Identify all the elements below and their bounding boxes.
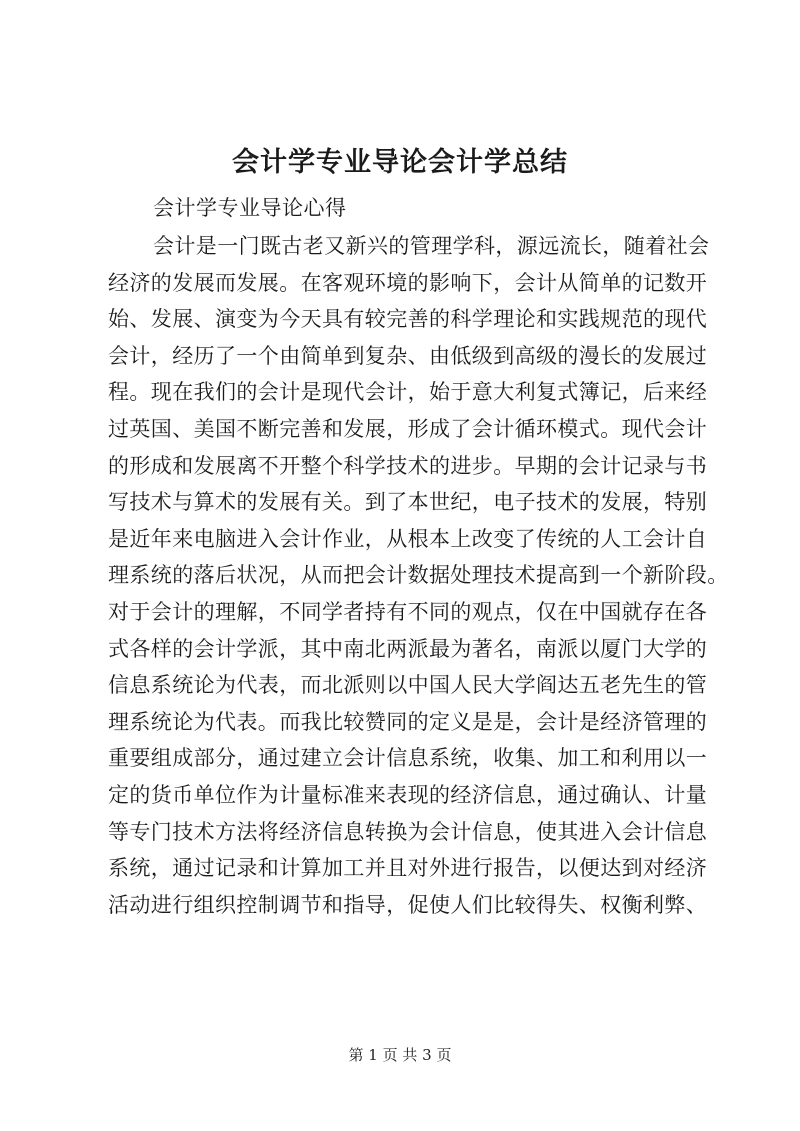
paragraph-line: 理系统论为代表。而我比较赞同的定义是是，会计是经济管理的 xyxy=(108,709,708,734)
paragraph-line: 的形成和发展离不开整个科学技术的进步。早期的会计记录与书 xyxy=(108,453,708,478)
paragraph-line: 定的货币单位作为计量标准来表现的经济信息，通过确认、计量 xyxy=(108,782,708,807)
paragraph-line: 过英国、美国不断完善和发展，形成了会计循环模式。现代会计 xyxy=(108,416,708,441)
paragraph-line: 式各样的会计学派，其中南北两派最为著名，南派以厦门大学的 xyxy=(108,636,708,661)
paragraph-line: 系统，通过记录和计算加工并且对外进行报告，以便达到对经济 xyxy=(108,856,708,881)
paragraph-line: 经济的发展而发展。在客观环境的影响下，会计从简单的记数开 xyxy=(108,270,708,295)
paragraph-line: 会计，经历了一个由简单到复杂、由低级到高级的漫长的发展过 xyxy=(108,343,708,368)
paragraph-line: 等专门技术方法将经济信息转换为会计信息，使其进入会计信息 xyxy=(108,819,708,844)
paragraph-line: 理系统的落后状况，从而把会计数据处理技术提高到一个新阶段。 xyxy=(108,563,729,588)
paragraph-line: 写技术与算术的发展有关。到了本世纪，电子技术的发展，特别 xyxy=(108,490,708,515)
paragraph-line: 活动进行组织控制调节和指导，促使人们比较得失、权衡利弊、 xyxy=(108,892,708,917)
paragraph-line: 信息系统论为代表，而北派则以中国人民大学阎达五老先生的管 xyxy=(108,673,708,698)
document-title: 会计学专业导论会计学总结 xyxy=(232,147,568,178)
paragraph-line: 始、发展、演变为今天具有较完善的科学理论和实践规范的现代 xyxy=(108,307,708,332)
paragraph-line: 程。现在我们的会计是现代会计，始于意大利复式簿记，后来经 xyxy=(108,380,708,405)
paragraph-line: 会计是一门既古老又新兴的管理学科，源远流长，随着社会 xyxy=(153,234,710,258)
document-subtitle: 会计学专业导论心得 xyxy=(153,196,347,220)
paragraph-line: 对于会计的理解，不同学者持有不同的观点，仅在中国就存在各 xyxy=(108,599,708,624)
paragraph-line: 是近年来电脑进入会计作业，从根本上改变了传统的人工会计自 xyxy=(108,526,708,551)
paragraph-line: 重要组成部分，通过建立会计信息系统，收集、加工和利用以一 xyxy=(108,746,708,771)
page-number-footer: 第 1 页 共 3 页 xyxy=(348,1046,452,1064)
document-body xyxy=(108,228,729,923)
